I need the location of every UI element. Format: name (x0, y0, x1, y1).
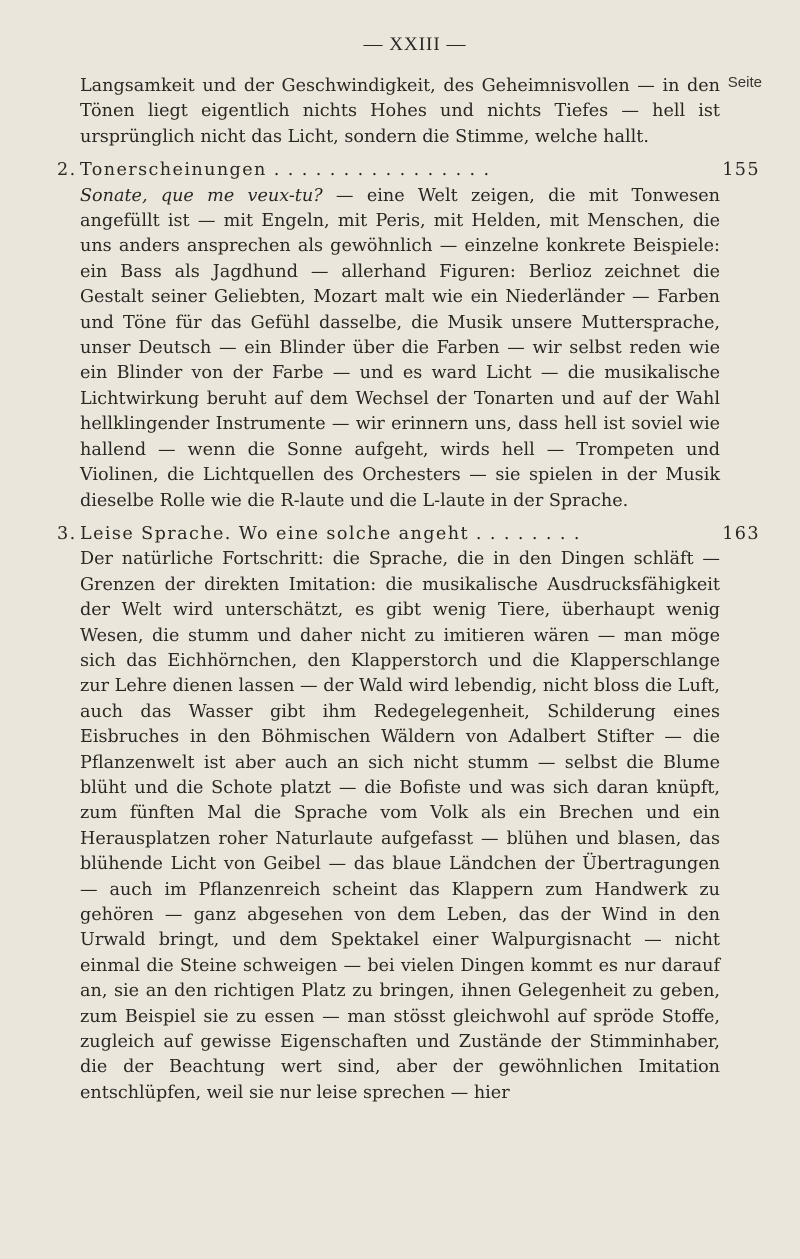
entry-number: 3. (57, 523, 77, 544)
entry-page-number: 155 (722, 160, 760, 181)
intro-paragraph: Langsamkeit und der Geschwindigkeit, des Geheimnisvollen — in den Tönen liegt eigentlich nichts Hohes und nichts Tiefes — hell ist ursprünglich nicht das Licht, sondern die Stimme, welche hallt. (80, 76, 720, 147)
entry-summary-text: Der natürliche Fortschritt: die Sprache, die in den Dingen schläft — Grenzen der direkten Imitation: die musikalische Ausdrucksfähigkeit der Welt wird unterschätzt, es gibt wenig Tiere, überhaupt wenig Wesen, die stumm und daher nicht zu imitieren wären — man möge sich das Eichhörnchen, den Klapperstorch und die Klapperschlange zur Lehre dienen lassen — der Wald wird lebendig, nicht bloss die Luft, auch das Wasser gibt ihm Redegelegenheit, Schilderung eines Eisbruches in den Böhmischen Wäldern von Adalbert Stifter — die Pflanzenwelt ist aber auch an sich nicht stumm — selbst die Blume blüht und die Schote platzt — die Bofiste und was sich daran knüpft, zum fünften Mal die Sprache vom Volk als ein Brechen und ein Herausplatzen roher Naturlaute aufgefasst — blühen und blasen, das blühende Licht von Geibel — das blaue Ländchen der Übertragungen — auch im Pflanzenreich scheint das Klappern zum Handwerk zu gehören — ganz abgesehen von dem Leben, das der Wind in den Urwald bringt, und dem Spektakel einer Walpurgisnacht — nicht einmal die Steine schweigen — bei vielen Dingen kommt es nur darauf an, sie an den richtigen Platz zu bringen, ihnen Gelegenheit zu geben, zum Beispiel sie zu essen — man stösst gleichwohl auf spröde Stoffe, zugleich auf gewisse Eigenschaften und Zustände der Stimminhaber, die der Beachtung wert sind, aber der gewöhnlichen Imitation entschlüpfen, weil sie nur leise sprechen — hier (80, 549, 720, 1103)
entry-summary (80, 184, 720, 514)
toc-entry-2 (57, 158, 760, 514)
entry-number: 2. (57, 160, 77, 181)
entry-summary-text: — eine Welt zeigen, die mit Tonwesen angefüllt ist — mit Engeln, mit Peris, mit Helden, mit Menschen, die uns anders ansprechen als gewöhnlich — einzelne konkrete Beispiele: ein Bass als Jagdhund — allerhand Figuren: Berlioz zeichnet die Gestalt seiner Geliebten, Mozart malt wie ein Niederländer — Farben und Töne für das Gefühl dasselbe, die Musik unsere Muttersprache, unser Deutsch — ein Blinder über die Farben — wir selbst reden wie ein Blinder von der Farbe — und es ward Licht — die musikalische Lichtwirkung beruht auf dem Wechsel der Tonarten und auf der Wahl hellklingender Instrumente — wir erinnern uns, dass hell ist soviel wie hallend — wenn die Sonne aufgeht, wirds hell — Trompeten und Violinen, die Lichtquellen des Orchesters — sie spielen in der Musik dieselbe Rolle wie die R-laute und die L-laute in der Sprache. (80, 185, 720, 511)
entry-summary-italic: Sonate, que me veux-tu? (80, 185, 323, 206)
entry-leader: . . . . . . . . (468, 523, 581, 544)
entry-summary (80, 547, 720, 1106)
page-column-label: Seite (727, 74, 762, 91)
entry-title-line (57, 522, 760, 547)
entry-title: Tonerscheinungen (80, 160, 267, 181)
running-header: — XXIII — (363, 34, 467, 55)
entry-leader: . . . . . . . . . . . . . . . . (266, 160, 491, 181)
entry-title: Leise Sprache. Wo eine solche angeht (80, 523, 469, 544)
toc-entry-3 (57, 522, 760, 1106)
entry-title-line (57, 158, 760, 183)
entry-page-number: 163 (722, 523, 760, 544)
